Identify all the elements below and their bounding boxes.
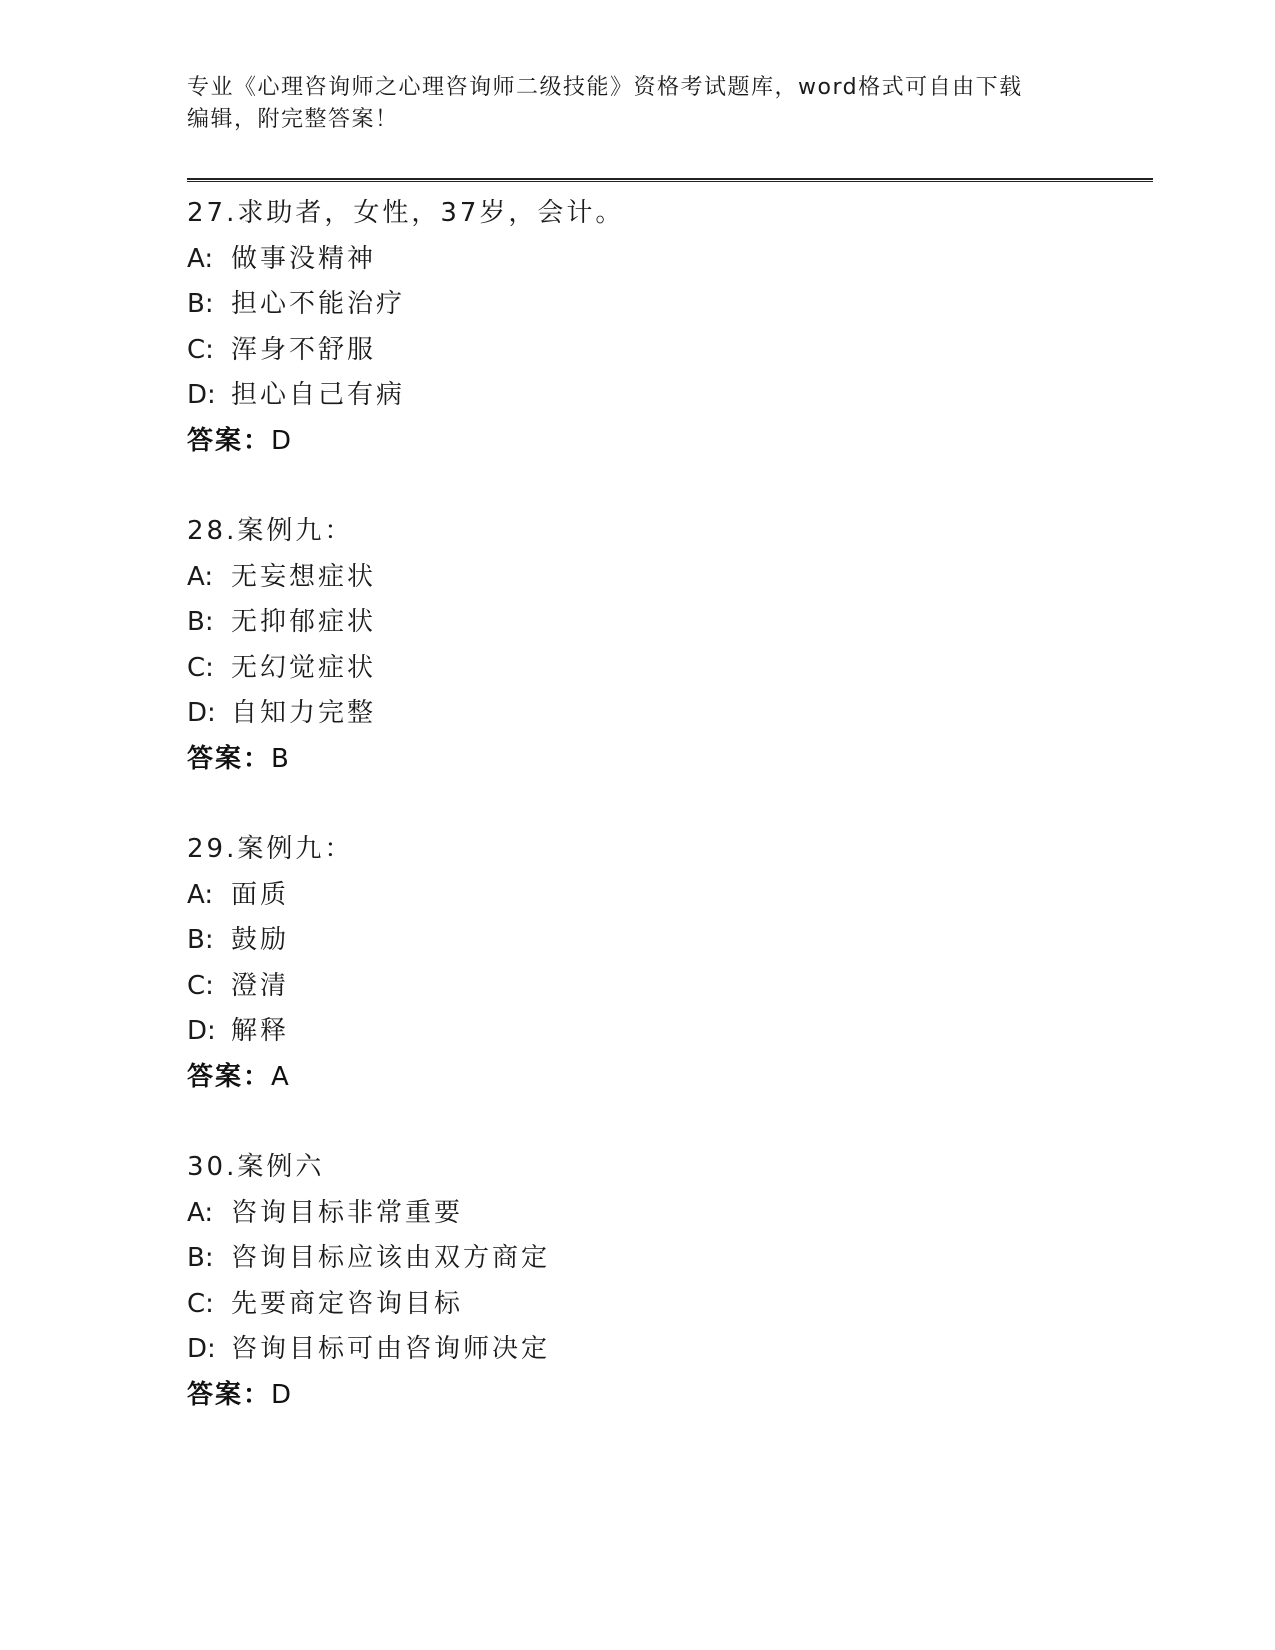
document-header: [187, 72, 1067, 136]
answer-line: [187, 737, 1147, 783]
option-letter: A:: [187, 879, 214, 910]
option-b: [187, 600, 1147, 646]
option-letter: D:: [187, 1334, 216, 1364]
answer-value: A: [271, 1061, 291, 1092]
option-letter: B:: [187, 925, 214, 955]
option-letter: B:: [187, 607, 214, 637]
option-letter: D:: [187, 380, 216, 410]
option-d: [187, 691, 1147, 737]
option-text: 咨询目标可由咨询师决定: [231, 1334, 551, 1364]
answer-value: D: [271, 1379, 294, 1410]
option-text: 无妄想症状: [231, 561, 377, 592]
option-letter: A:: [187, 243, 214, 274]
answer-line: [187, 419, 1147, 465]
question-list: [187, 191, 1147, 1463]
option-text: 担心自己有病: [231, 380, 406, 410]
option-b: [187, 918, 1147, 964]
question-stem: 28.案例九：: [187, 516, 354, 546]
header-divider: [187, 178, 1153, 182]
option-a: [187, 237, 1147, 283]
answer-label: 答案：: [187, 1379, 272, 1410]
answer-label: 答案：: [187, 425, 272, 456]
option-text: 咨询目标应该由双方商定: [231, 1243, 551, 1273]
option-a: [187, 555, 1147, 601]
option-letter: D:: [187, 1016, 216, 1046]
option-text: 无幻觉症状: [231, 652, 377, 683]
answer-label: 答案：: [187, 743, 272, 774]
option-letter: B:: [187, 289, 214, 319]
question-30: [187, 1145, 1147, 1418]
option-text: 浑身不舒服: [231, 334, 377, 365]
option-d: [187, 373, 1147, 419]
option-text: 做事没精神: [231, 243, 377, 274]
option-c: [187, 1282, 1147, 1328]
question-stem: 30.案例六: [187, 1152, 325, 1182]
option-letter: A:: [187, 1197, 214, 1228]
answer-value: D: [271, 425, 294, 456]
option-text: 担心不能治疗: [231, 289, 406, 319]
answer-value: B: [271, 743, 291, 774]
option-a: [187, 873, 1147, 919]
option-c: [187, 646, 1147, 692]
option-letter: A:: [187, 561, 214, 592]
header-line-2: 编辑，附完整答案！: [187, 107, 399, 132]
option-d: [187, 1009, 1147, 1055]
question-29: [187, 827, 1147, 1100]
option-text: 咨询目标非常重要: [231, 1197, 464, 1228]
header-line-1: 专业《心理咨询师之心理咨询师二级技能》资格考试题库，word格式可自由下载: [187, 75, 1023, 100]
option-text: 解释: [231, 1016, 290, 1046]
option-c: [187, 964, 1147, 1010]
option-b: [187, 1236, 1147, 1282]
option-text: 自知力完整: [231, 698, 377, 728]
option-b: [187, 282, 1147, 328]
option-text: 面质: [231, 879, 290, 910]
answer-line: [187, 1055, 1147, 1101]
option-letter: C:: [187, 652, 214, 683]
option-text: 无抑郁症状: [231, 607, 377, 637]
option-letter: D:: [187, 698, 216, 728]
option-letter: C:: [187, 970, 214, 1001]
option-text: 澄清: [231, 970, 290, 1001]
option-d: [187, 1327, 1147, 1373]
question-stem: 27.求助者，女性，37岁，会计。: [187, 198, 625, 228]
option-letter: C:: [187, 1288, 214, 1319]
option-c: [187, 328, 1147, 374]
option-a: [187, 1191, 1147, 1237]
question-28: [187, 509, 1147, 782]
option-text: 鼓励: [231, 925, 290, 955]
question-27: [187, 191, 1147, 464]
option-text: 先要商定咨询目标: [231, 1288, 464, 1319]
option-letter: C:: [187, 334, 214, 365]
question-stem: 29.案例九：: [187, 834, 354, 864]
answer-line: [187, 1373, 1147, 1419]
answer-label: 答案：: [187, 1061, 272, 1092]
option-letter: B:: [187, 1243, 214, 1273]
